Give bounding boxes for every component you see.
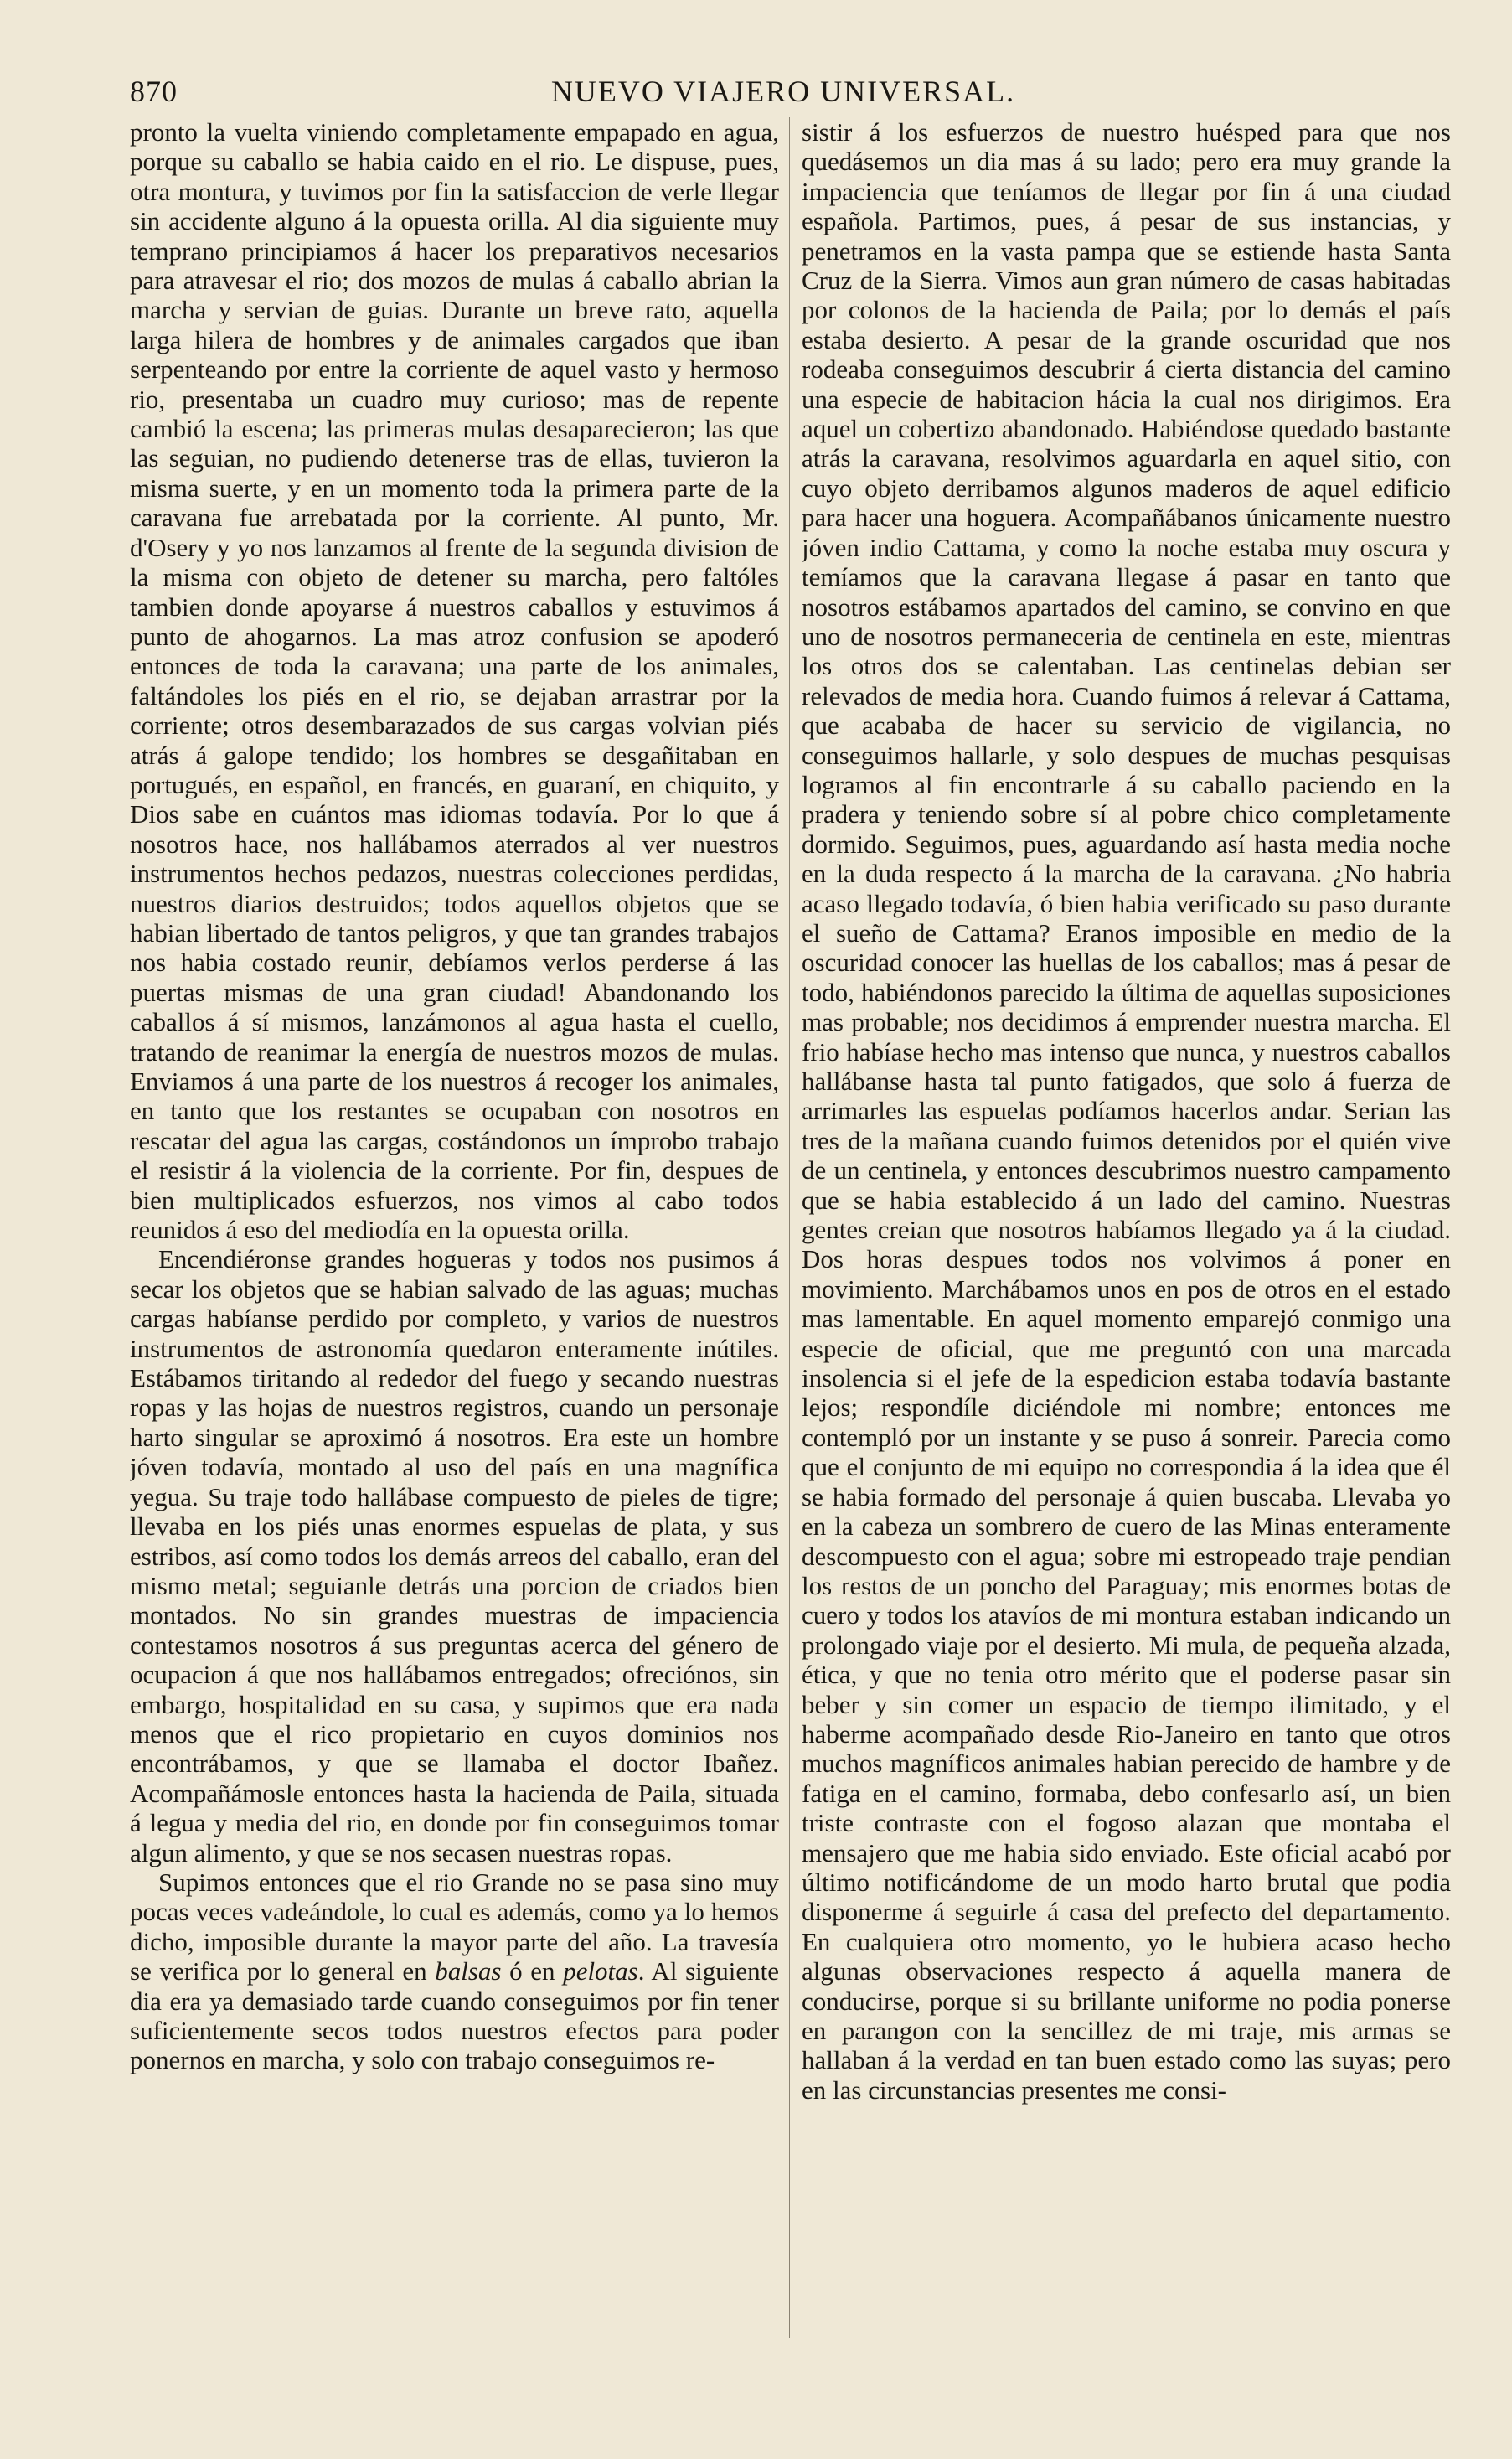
- paragraph: sistir á los esfuerzos de nuestro huésped para que nos quedásemos un dia mas á su lado; pero era muy grande la impaciencia que teníamos de llegar por fin á una ciudad española. Partimos, pues, á pesar de sus instancias, y penetramos en la vasta pampa que se estiende hasta Santa Cruz de la Sierra. Vimos aun gran número de casas habitadas por colonos de la hacienda de Paila; por lo demás el país estaba desierto. A pesar de la grande oscuridad que nos rodeaba conseguimos descubrir á cierta distancia del camino una especie de habitacion hácia la cual nos dirigimos. Era aquel un cobertizo abandonado. Habiéndose quedado bastante atrás la caravana, resolvimos aguardarla en aquel sitio, con cuyo objeto derribamos algunos maderos de aquel edificio para hacer una hoguera. Acompañábanos únicamente nuestro jóven indio Cattama, y como la noche estaba muy oscura y temíamos que la caravana llegase á pasar en tanto que nosotros estábamos apartados del camino, se convino en que uno de nosotros permaneceria de centinela en este, mientras los otros dos se calentaban. Las centinelas debian ser relevados de media hora. Cuando fuimos á relevar á Cattama, que acababa de hacer su servicio de vigilancia, no conseguimos hallarle, y solo despues de muchas pesquisas logramos al fin encontrarle á su caballo paciendo en la pradera y teniendo sobre sí al pobre chico completamente dormido. Seguimos, pues, aguardando así hasta media noche en la duda respecto á la marcha de la caravana. ¿No habria acaso llegado todavía, ó bien habia verificado su paso durante el sueño de Cattama? Eranos imposible en medio de la oscuridad conocer las huellas de los caballos; mas á pesar de todo, habiéndonos parecido la última de aquellas suposiciones mas probable; nos decidimos á emprender nuestra marcha. El frio habíase hecho mas intenso que nunca, y nuestros caballos hallábanse hasta tal punto fatigados, que solo á fuerza de arrimarles las espuelas podíamos hacerlos andar. Serian las tres de la mañana cuando fuimos detenidos por el quién vive de un centinela, y entonces descubrimos nuestro campamento que se habia establecido á un lado del camino. Nuestras gentes creian que nosotros habíamos llegado ya á la ciudad. Dos horas despues todos nos volvimos á poner en movimiento. Marchábamos unos en pos de otros en el estado mas lamentable. En aquel momento emparejó conmigo una especie de oficial, que me preguntó con una marcada insolencia si el jefe de la espedicion estaba todavía bastante lejos; respondíle diciéndole mi nombre; entonces me contempló por un instante y se puso á sonreir. Parecia como que el conjunto de mi equipo no correspondia á la idea que él se habia formado del personaje á quien buscaba. Llevaba yo en la cabeza un sombrero de cuero de las Minas enteramente descompuesto con el agua; sobre mi estropeado traje pendian los restos de un poncho del Paraguay; mis enormes botas de cuero y todos los atavíos de mi montura estaban indicando un prolongado viaje por el desierto. Mi mula, de pequeña alzada, ética, y que no tenia otro mérito que el poderse pasar sin beber y sin comer un espacio de tiempo ilimitado, y el haberme acompañado desde Rio-Janeiro en tanto que otros muchos magníficos animales habian perecido de hambre y de fatiga en el camino, formaba, debo confesarlo así, un bien triste contraste con el fogoso alazan que montaba el mensajero que me habia sido enviado. Este oficial acabó por último notificándome de un modo harto brutal que podia disponerme á seguirle á casa del prefecto del departamento. En cualquiera otro momento, yo le hubiera acaso hecho algunas observaciones respecto á aquella manera de conducirse, porque si su brillante uniforme no podia ponerse en parangon con la sencillez de mi traje, mis armas se hallaban á la verdad en tan buen estado como las suyas; pero en las circunstancias presentes me consi-: [802, 117, 1451, 2105]
- italic-term: pelotas: [563, 1956, 638, 1986]
- paragraph: [130, 1867, 779, 2075]
- paragraph: pronto la vuelta viniendo completamente empapado en agua, porque su caballo se habia caido en el rio. Le dispuse, pues, otra montura, y tuvimos por fin la satisfaccion de verle llegar sin accidente alguno á la opuesta orilla. Al dia siguiente muy temprano principiamos á hacer los preparativos necesarios para atravesar el rio; dos mozos de mulas á caballo abrian la marcha y servian de guias. Durante un breve rato, aquella larga hilera de hombres y de animales cargados que iban serpenteando por entre la corriente de aquel vasto y hermoso rio, presentaba un cuadro muy curioso; mas de repente cambió la escena; las primeras mulas desaparecieron; las que las seguian, no pudiendo detenerse tras de ellas, tuvieron la misma suerte, y en un momento toda la primera parte de la caravana fue arrebatada por la corriente. Al punto, Mr. d'Osery y yo nos lanzamos al frente de la segunda division de la misma con objeto de detener su marcha, pero faltóles tambien donde apoyarse á nuestros caballos y estuvimos á punto de ahogarnos. La mas atroz confusion se apoderó entonces de toda la caravana; una parte de los animales, faltándoles los piés en el rio, se dejaban arrastrar por la corriente; otros desembarazados de sus cargas volvian piés atrás á galope tendido; los hombres se desgañitaban en portugués, en español, en francés, en guaraní, en chiquito, y Dios sabe en cuántos mas idiomas todavía. Por lo que á nosotros hace, nos hallábamos aterrados al ver nuestros instrumentos hechos pedazos, nuestras colecciones perdidas, nuestros diarios destruidos; todos aquellos objetos que se habian libertado de tantos peligros, y que tan grandes trabajos nos habia costado reunir, debíamos verlos perderse á las puertas mismas de una gran ciudad! Abandonando los caballos á sí mismos, lanzámonos al agua hasta el cuello, tratando de reanimar la energía de nuestros mozos de mulas. Enviamos á una parte de los nuestros á recoger los animales, en tanto que los restantes se ocupaban con nosotros en rescatar del agua las cargas, costándonos un ímprobo trabajo el resistir á la violencia de la corriente. Por fin, despues de bien multiplicados esfuerzos, nos vimos al cabo todos reunidos á eso del mediodía en la opuesta orilla.: [130, 117, 779, 1245]
- running-title: NUEVO VIAJERO UNIVERSAL.: [550, 75, 1016, 108]
- text-run: . Al siguiente dia era ya demasiado tarde cuando conseguimos por fin tener suficientemente secos todos nuestros efectos para poder ponernos en marcha, y solo con trabajo conseguimos re-: [130, 1956, 779, 2075]
- text-run: ó en: [501, 1956, 564, 1986]
- page-number: 870: [130, 75, 178, 108]
- left-column: [130, 117, 779, 2346]
- text-run: Supimos entonces que el rio Grande no se pasa sino muy pocas veces vadeándole, lo cual es además, como ya lo hemos dicho, imposible durante la mayor parte del año. La travesía se verifica por lo general en: [130, 1867, 779, 1986]
- running-head: [130, 74, 1437, 116]
- right-column: [802, 117, 1451, 2346]
- italic-term: balsas: [435, 1956, 502, 1986]
- column-divider: [789, 117, 790, 2338]
- paragraph: Encendiéronse grandes hogueras y todos nos pusimos á secar los objetos que se habian salvado de las aguas; muchas cargas habíanse perdido por completo, y varios de nuestros instrumentos de astronomía quedaron enteramente inútiles. Estábamos tiritando al rededor del fuego y secando nuestras ropas y las hojas de nuestros registros, cuando un personaje harto singular se aproximó á nosotros. Era este un hombre jóven todavía, montado al uso del país en una magnífica yegua. Su traje todo hallábase compuesto de pieles de tigre; llevaba en los piés unas enormes espuelas de plata, y sus estribos, así como todos los demás arreos del caballo, eran del mismo metal; seguianle detrás una porcion de criados bien montados. No sin grandes muestras de impaciencia contestamos nosotros á sus preguntas acerca del género de ocupacion á que nos hallábamos entregados; ofreciónos, sin embargo, hospitalidad en su casa, y supimos que era nada menos que el rico propietario en cuyos dominios nos encontrábamos, y que se llamaba el doctor Ibañez. Acompañámosle entonces hasta la hacienda de Paila, situada á legua y media del rio, en donde por fin conseguimos tomar algun alimento, y que se nos secasen nuestras ropas.: [130, 1244, 779, 1867]
